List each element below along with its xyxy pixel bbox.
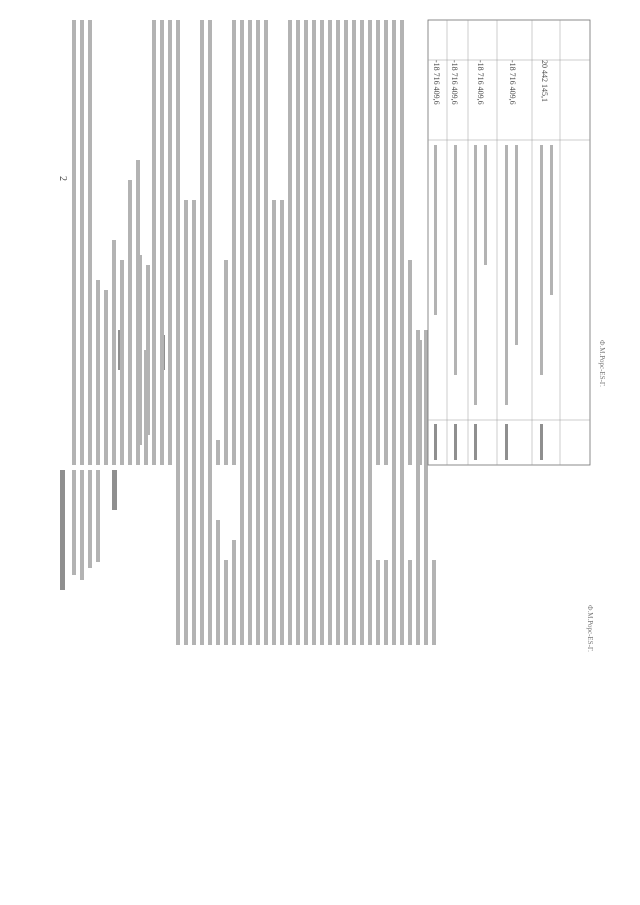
row-amount: -18 716 409,6 xyxy=(432,60,441,105)
right-footer: Ф.М.Рорс-ES-Г. xyxy=(598,340,606,387)
row-amount: -18 716 409,6 xyxy=(476,60,485,105)
row-amount: -18 716 409,6 xyxy=(508,60,517,105)
left-footer: Ф.М.Рорс-ES-Г. xyxy=(586,605,594,652)
page-number: 2 xyxy=(57,176,68,181)
row-amount: 20 442 145,1 xyxy=(540,60,549,102)
project-label xyxy=(112,470,117,510)
row-amount: -18 716 409,6 xyxy=(450,60,459,105)
